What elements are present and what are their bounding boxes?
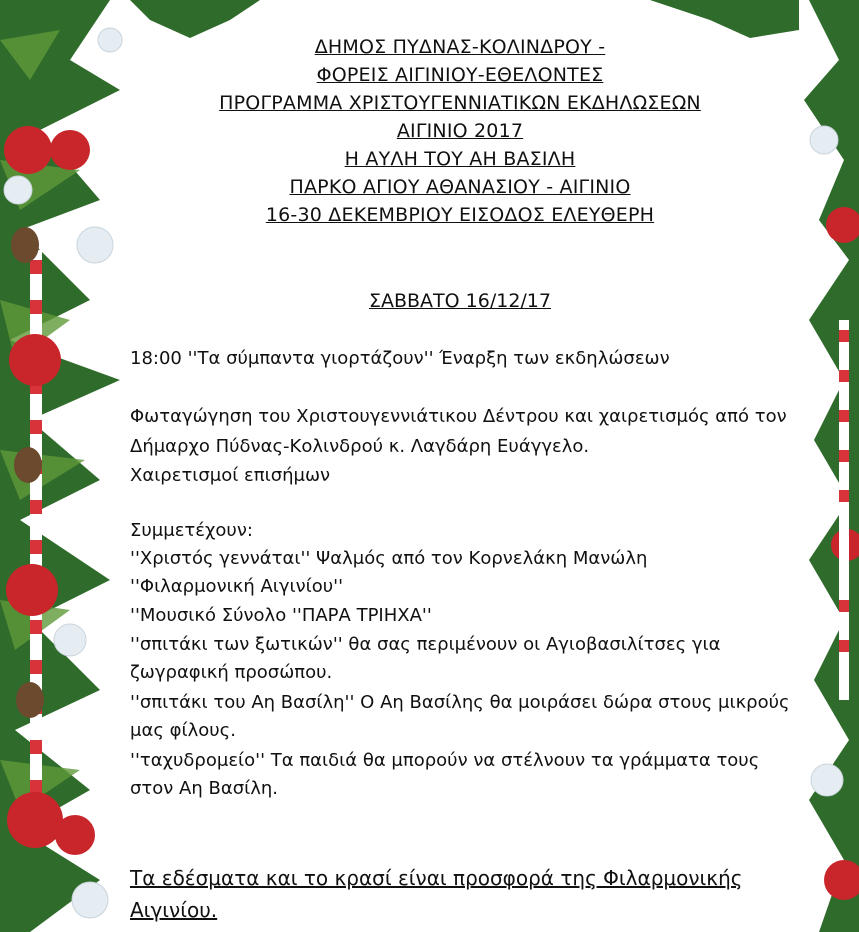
- participant-item-santa-house: ''σπιτάκι του Αη Βασίλη'' Ο Αη Βασίλης θα μοιράσει δώρα στους μικρούς: [130, 692, 790, 713]
- opening-line: 18:00 ''Τα σύμπαντα γιορτάζουν'' Έναρξη των εκδηλώσεων: [130, 348, 670, 369]
- participants-label: Συμμετέχουν:: [130, 520, 253, 541]
- footer-sponsor-line-2: Αιγινίου.: [130, 898, 218, 922]
- greetings-line: Χαιρετισμοί επισήμων: [130, 465, 331, 486]
- participant-item-post-office: ''ταχυδρομείο'' Τα παιδιά θα μπορούν να στέλνουν τα γράμματα τους: [130, 750, 760, 771]
- header-event-name: Η ΑΥΛΗ ΤΟΥ ΑΗ ΒΑΣΙΛΗ: [344, 148, 576, 170]
- participant-item-music-ensemble: ''Μουσικό Σύνολο ''ΠΑΡΑ ΤΡΙΗΧΑ'': [130, 605, 432, 626]
- participant-item-psalm: ''Χριστός γεννάται'' Ψαλμός από τον Κορνελάκη Μανώλη: [130, 548, 648, 569]
- participant-item-post-office-cont: στον Αη Βασίλη.: [130, 778, 278, 799]
- lighting-line-2: Δήμαρχο Πύδνας-Κολινδρού κ. Λαγδάρη Ευάγγελο.: [130, 436, 590, 457]
- participant-item-elves-house-cont: ζωγραφική προσώπου.: [130, 662, 333, 683]
- header-organizers: ΦΟΡΕΙΣ ΑΙΓΙΝΙΟΥ-ΕΘΕΛΟΝΤΕΣ: [316, 64, 604, 86]
- header-program-title: ΠΡΟΓΡΑΜΜΑ ΧΡΙΣΤΟΥΓΕΝΝΙΑΤΙΚΩΝ ΕΚΔΗΛΩΣΕΩΝ: [219, 92, 701, 114]
- date-heading: ΣΑΒΒΑΤΟ 16/12/17: [368, 290, 551, 312]
- participant-item-philharmonic: ''Φιλαρμονική Αιγινίου'': [130, 576, 344, 597]
- lighting-line-1: Φωταγώγηση του Χριστουγεννιάτικου Δέντρου και χαιρετισμός από τον: [130, 406, 787, 427]
- header-dates-entry: 16-30 ΔΕΚΕΜΒΡΙΟΥ ΕΙΣΟΔΟΣ ΕΛΕΥΘΕΡΗ: [265, 204, 655, 226]
- participant-item-santa-house-cont: μας φίλους.: [130, 720, 236, 741]
- header-municipality: ΔΗΜΟΣ ΠΥΔΝΑΣ-ΚΟΛΙΝΔΡΟΥ -: [314, 36, 606, 58]
- header-location-year: ΑΙΓΙΝΙΟ 2017: [396, 120, 524, 142]
- footer-sponsor-line-1: Τα εδέσματα και το κρασί είναι προσφορά της Φιλαρμονικής: [130, 866, 743, 890]
- header-venue: ΠΑΡΚΟ ΑΓΙΟΥ ΑΘΑΝΑΣΙΟΥ - ΑΙΓΙΝΙΟ: [289, 176, 631, 198]
- participant-item-elves-house: ''σπιτάκι των ξωτικών'' θα σας περιμένουν οι Αγιοβασιλίτσες για: [130, 634, 721, 655]
